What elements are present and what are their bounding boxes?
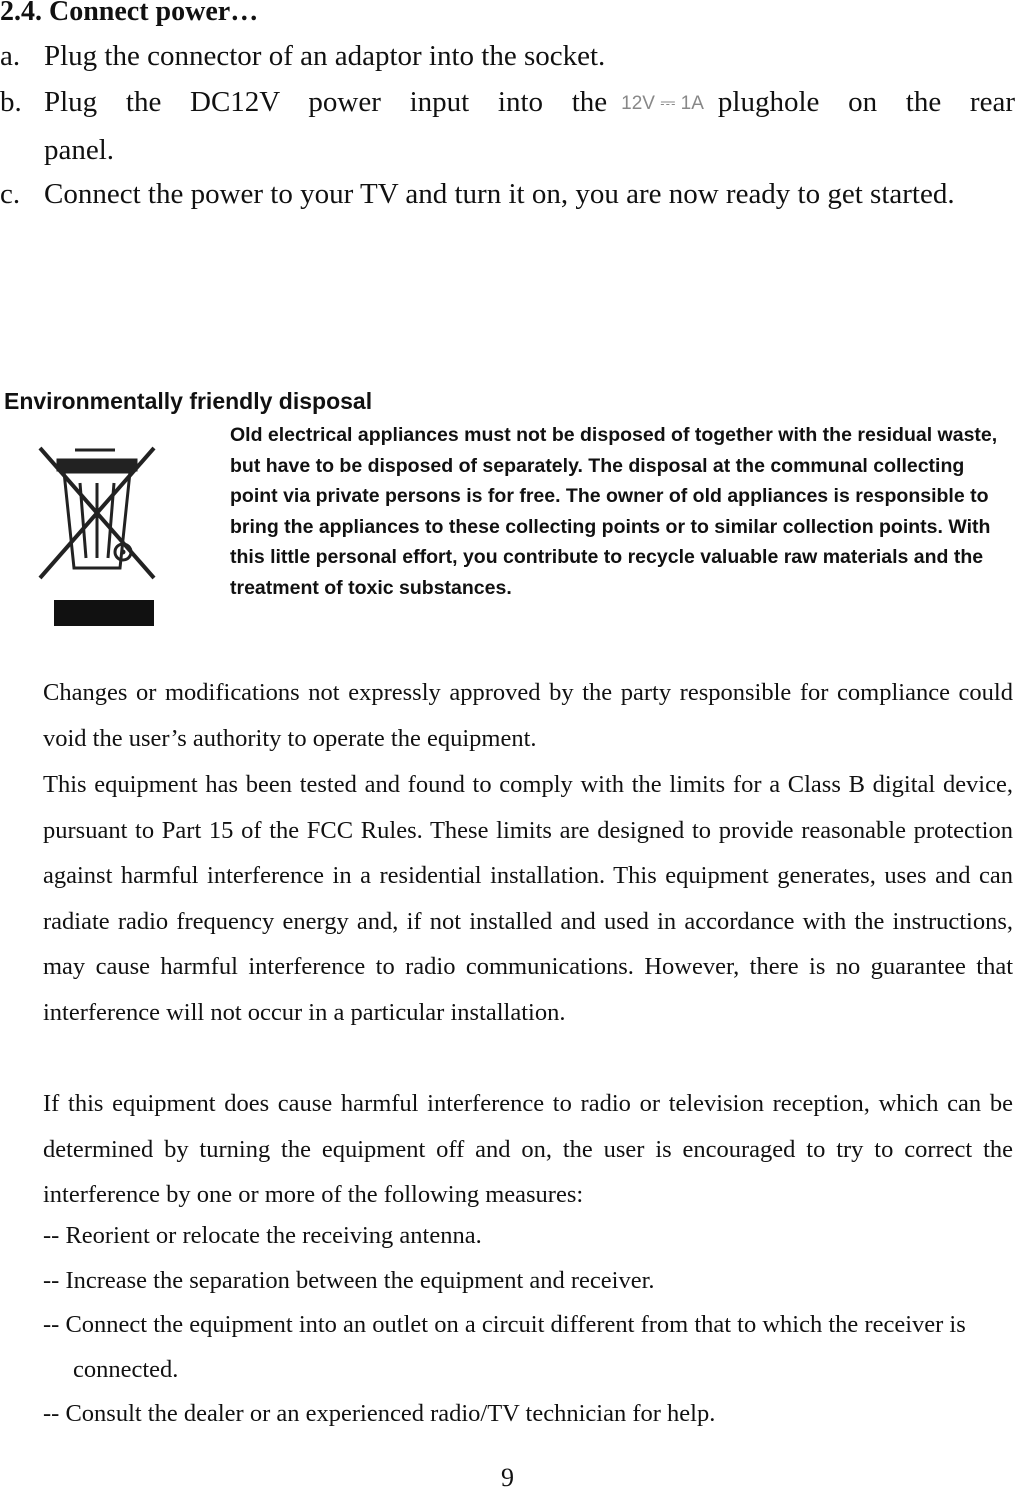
step-text-before: Plug the DC12V power input into the	[44, 86, 608, 118]
fcc-paragraph-3: If this equipment does cause harmful interference to radio or television reception, which can be determined by turning the equipment off and on, the user is encouraged to try to correct the interference by one or more of the following measures:	[43, 1090, 1013, 1208]
step-text: Plug the connector of an adaptor into the socket.	[44, 40, 606, 72]
list-item: -- Increase the separation between the equipment and receiver.	[43, 1266, 655, 1294]
measures-list	[43, 1214, 1013, 1437]
step-marker: a.	[0, 40, 21, 72]
step-text: Connect the power to your TV and turn it on, you are now ready to get started.	[44, 178, 955, 210]
step-a	[0, 33, 1015, 79]
step-c	[0, 171, 1015, 217]
step-marker: c.	[0, 178, 21, 210]
step-marker: b.	[0, 86, 22, 118]
power-rating-label: 12V ⎓ 1A	[621, 93, 704, 115]
step-text-cont: panel.	[44, 134, 115, 167]
step-text-after: plughole on the rear	[717, 86, 1015, 118]
list-item: -- Consult the dealer or an experienced radio/TV technician for help.	[43, 1400, 716, 1427]
page-number: 9	[501, 1463, 514, 1492]
fcc-paragraph-1: Changes or modifications not expressly approved by the party responsible for compliance could void the user’s authority to operate the equipment.	[43, 679, 1013, 752]
list-item: -- Reorient or relocate the receiving antenna.	[43, 1222, 482, 1249]
disposal-text: Old electrical appliances must not be disposed of together with the residual waste, but have to be disposed of separately. The disposal at the communal collecting point via private persons is for free. The owner of old appliances is responsible to bring the appliances to these collecting points or to similar collection points. With this little personal effort, you contribute to recycle valuable raw materials and the treatment of toxic substances.	[230, 424, 998, 599]
disposal-title: Environmentally friendly disposal	[4, 388, 373, 414]
fcc-paragraph-2: This equipment has been tested and found to comply with the limits for a Class B digital device, pursuant to Part 15 of the FCC Rules. These limits are designed to provide reasonable protection against harmful interference in a residential installation. This equipment generates, uses and can radiate radio frequency energy and, if not installed and used in accordance with the instructions, may cause harmful interference to radio communications. However, there is no guarantee that interference will not occur in a particular installation.	[43, 771, 1013, 1026]
section-heading: 2.4. Connect power…	[0, 0, 259, 27]
crossed-out-wheelie-bin-icon	[30, 438, 165, 638]
list-item: -- Connect the equipment into an outlet on a circuit different from that to which the receiver is connected.	[43, 1311, 966, 1383]
step-b	[0, 79, 1015, 173]
step-b-line	[44, 79, 1015, 127]
